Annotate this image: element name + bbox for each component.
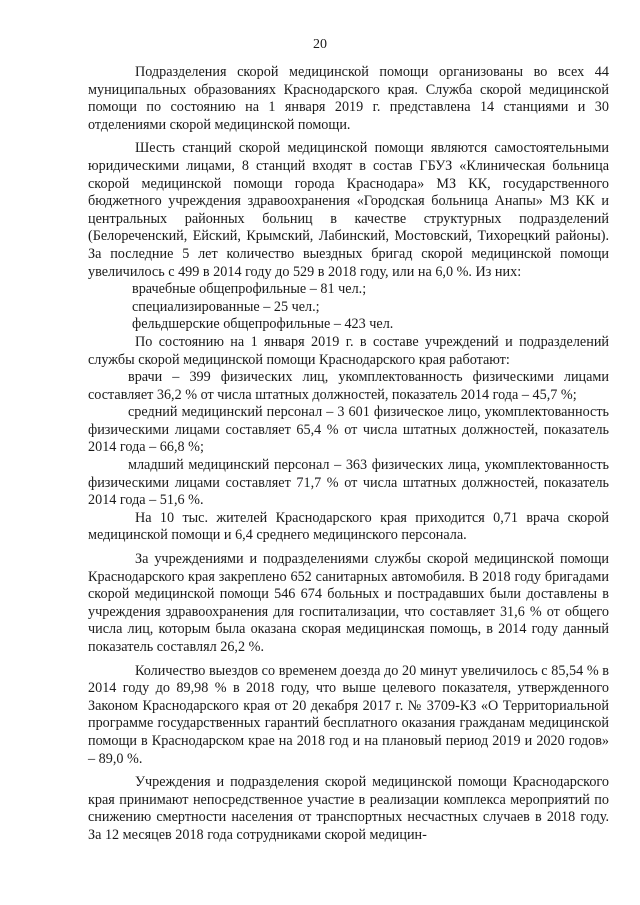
paragraph-vehicles: За учреждениями и подразделениями службы скорой медицинской помощи Краснодарского края закреплено 652 санитарных автомобиля. В 2018 году бригадами скорой медицинской помощи 546 674 больных и пострадавших были доставлены в учреждения здравоохранения для госпитализации, что составляет 31,6 % от общего числа лиц, которым была оказана скорая медицинская помощь, в 2014 году данный показатель составлял 26,2 %. bbox=[88, 551, 609, 655]
paragraph-response-time: Количество выездов со временем доезда до 20 минут увеличилось с 85,54 % в 2014 году до 89,98 % в 2018 году, что выше целевого показателя, утвержденного Законом Краснодарского края от 20 декабря 2017 г. № 3709-КЗ «О Территориальной программе государственных гарантий бесплатного оказания гражданам медицинской помощи в Краснодарском крае на 2018 год и на плановый период 2019 и 2020 годов» – 89,0 %. bbox=[88, 662, 609, 767]
paragraph-staff-nurses: средний медицинский персонал – 3 601 физическое лицо, укомплектованность физическими лицами составляет 65,4 % от числа штатных должностей, показатель 2014 года – 66,8 %; bbox=[88, 404, 609, 456]
paragraph-staff-doctors: врачи – 399 физических лиц, укомплектованность физическими лицами составляет 36,2 % от числа штатных должностей, показатель 2014 года – 45,7 %; bbox=[88, 369, 609, 403]
paragraph-ems-stations: Шесть станций скорой медицинской помощи являются самостоятельными юридическими лицами, 8 станций входят в состав ГБУЗ «Клиническая больница скорой медицинской помощи города Краснодара» МЗ КК, государственного бюджетного учреждения здравоохранения «Городская больница Анапы» МЗ КК и центральных районных больниц в качестве структурных подразделений (Белореченский, Ейский, Крымский, Лабинский, Мостовский, Тихорецкий районы). За последние 5 лет количество выездных бригад скорой медицинской помощи увеличилось с 499 в 2014 году до 529 в 2018 году, или на 6,0 %. Из них: bbox=[88, 140, 609, 280]
list-item-brigade-paramedic: фельдшерские общепрофильные – 423 чел. bbox=[132, 316, 394, 333]
paragraph-ems-units: Подразделения скорой медицинской помощи организованы во всех 44 муниципальных образованиях Краснодарского края. Служба скорой медицинской помощи по состоянию на 1 января 2019 г. представлена 14 станциями и 30 отделениями скорой медицинской помощи. bbox=[88, 64, 609, 133]
paragraph-traffic-mortality: Учреждения и подразделения скорой медицинской помощи Краснодарского края принимают непосредственное участие в реализации комплекса мероприятий по снижению смертности населения от транспортных несчастных случаев в 2018 году. За 12 месяцев 2018 года сотрудниками скорой медицин- bbox=[88, 774, 609, 843]
page-number: 20 bbox=[313, 37, 327, 52]
list-item-brigade-specialized: специализированные – 25 чел.; bbox=[132, 298, 320, 315]
paragraph-staff-junior: младший медицинский персонал – 363 физических лица, укомплектованность физическими лицами составляет 71,7 % от числа штатных должностей, показатель 2014 года – 51,6 %. bbox=[88, 457, 609, 509]
document-body bbox=[88, 64, 609, 845]
paragraph-staff-intro: По состоянию на 1 января 2019 г. в составе учреждений и подразделений службы скорой медицинской помощи Краснодарского края работают: bbox=[88, 333, 609, 368]
paragraph-per-capita: На 10 тыс. жителей Краснодарского края приходится 0,71 врача скорой медицинской помощи и 6,4 среднего медицинского персонала. bbox=[88, 509, 609, 544]
list-item-brigade-physician: врачебные общепрофильные – 81 чел.; bbox=[132, 281, 367, 298]
